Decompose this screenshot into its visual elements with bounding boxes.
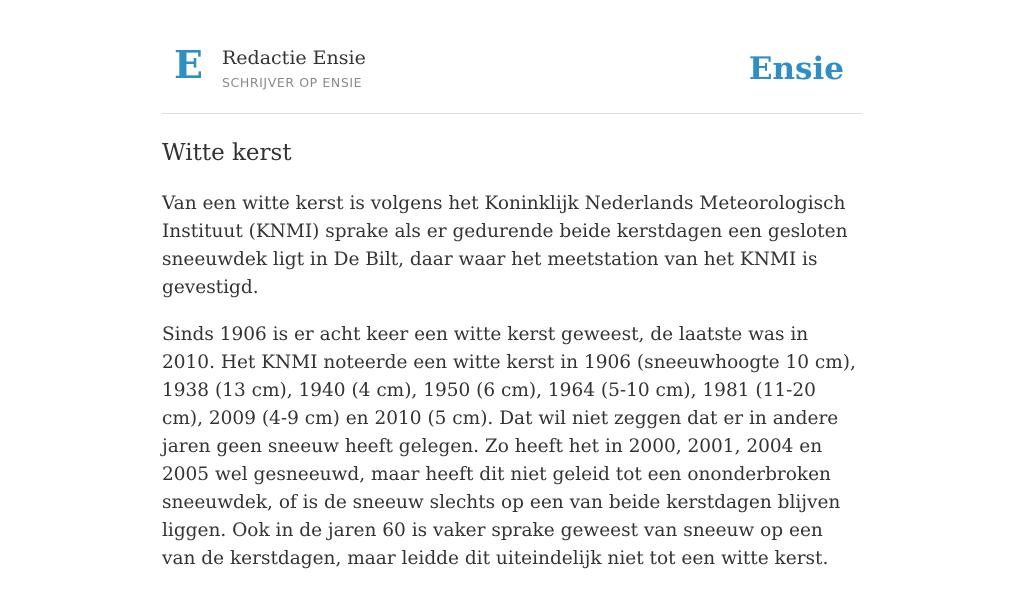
author-header <box>162 0 862 114</box>
author-name[interactable]: Redactie Ensie <box>222 47 366 69</box>
article-title: Witte kerst <box>162 140 292 166</box>
article-paragraph: Sinds 1906 is er acht keer een witte kerst geweest, de laatste was in 2010. Het KNMI noteerde een witte kerst in 1906 (sneeuwhoogte 10 cm), 1938 (13 cm), 1940 (4 cm), 1950 (6 cm), 1964 (5-10 cm), 1981 (11-20 cm), 2009 (4-9 cm) en 2010 (5 cm). Dat wil niet zeggen dat er in andere jaren geen sneeuw heeft gelegen. Zo heeft het in 2000, 2001, 2004 en 2005 wel gesneeuwd, maar heeft dit niet geleid tot een ononderbroken sneeuwdek, of is de sneeuw slechts op een van beide kerstdagen blijven liggen. Ook in de jaren 60 is vaker sprake geweest van sneeuw op een van de kerstdagen, maar leidde dit uiteindelijk niet tot een witte kerst. <box>162 324 856 569</box>
ensie-logo[interactable]: Ensie <box>748 51 844 87</box>
content-container <box>162 0 862 569</box>
article-body <box>162 190 862 592</box>
article-paragraph: Van een witte kerst is volgens het Koninklijk Nederlands Meteorologisch Instituut (KNMI) sprake als er gedurende beide kerstdagen een gesloten sneeuwdek ligt in De Bilt, daar waar het meetstation van het KNMI is gevestigd. <box>162 193 848 298</box>
author-avatar[interactable]: E <box>174 42 203 87</box>
author-role: SCHRIJVER OP ENSIE <box>222 75 363 90</box>
